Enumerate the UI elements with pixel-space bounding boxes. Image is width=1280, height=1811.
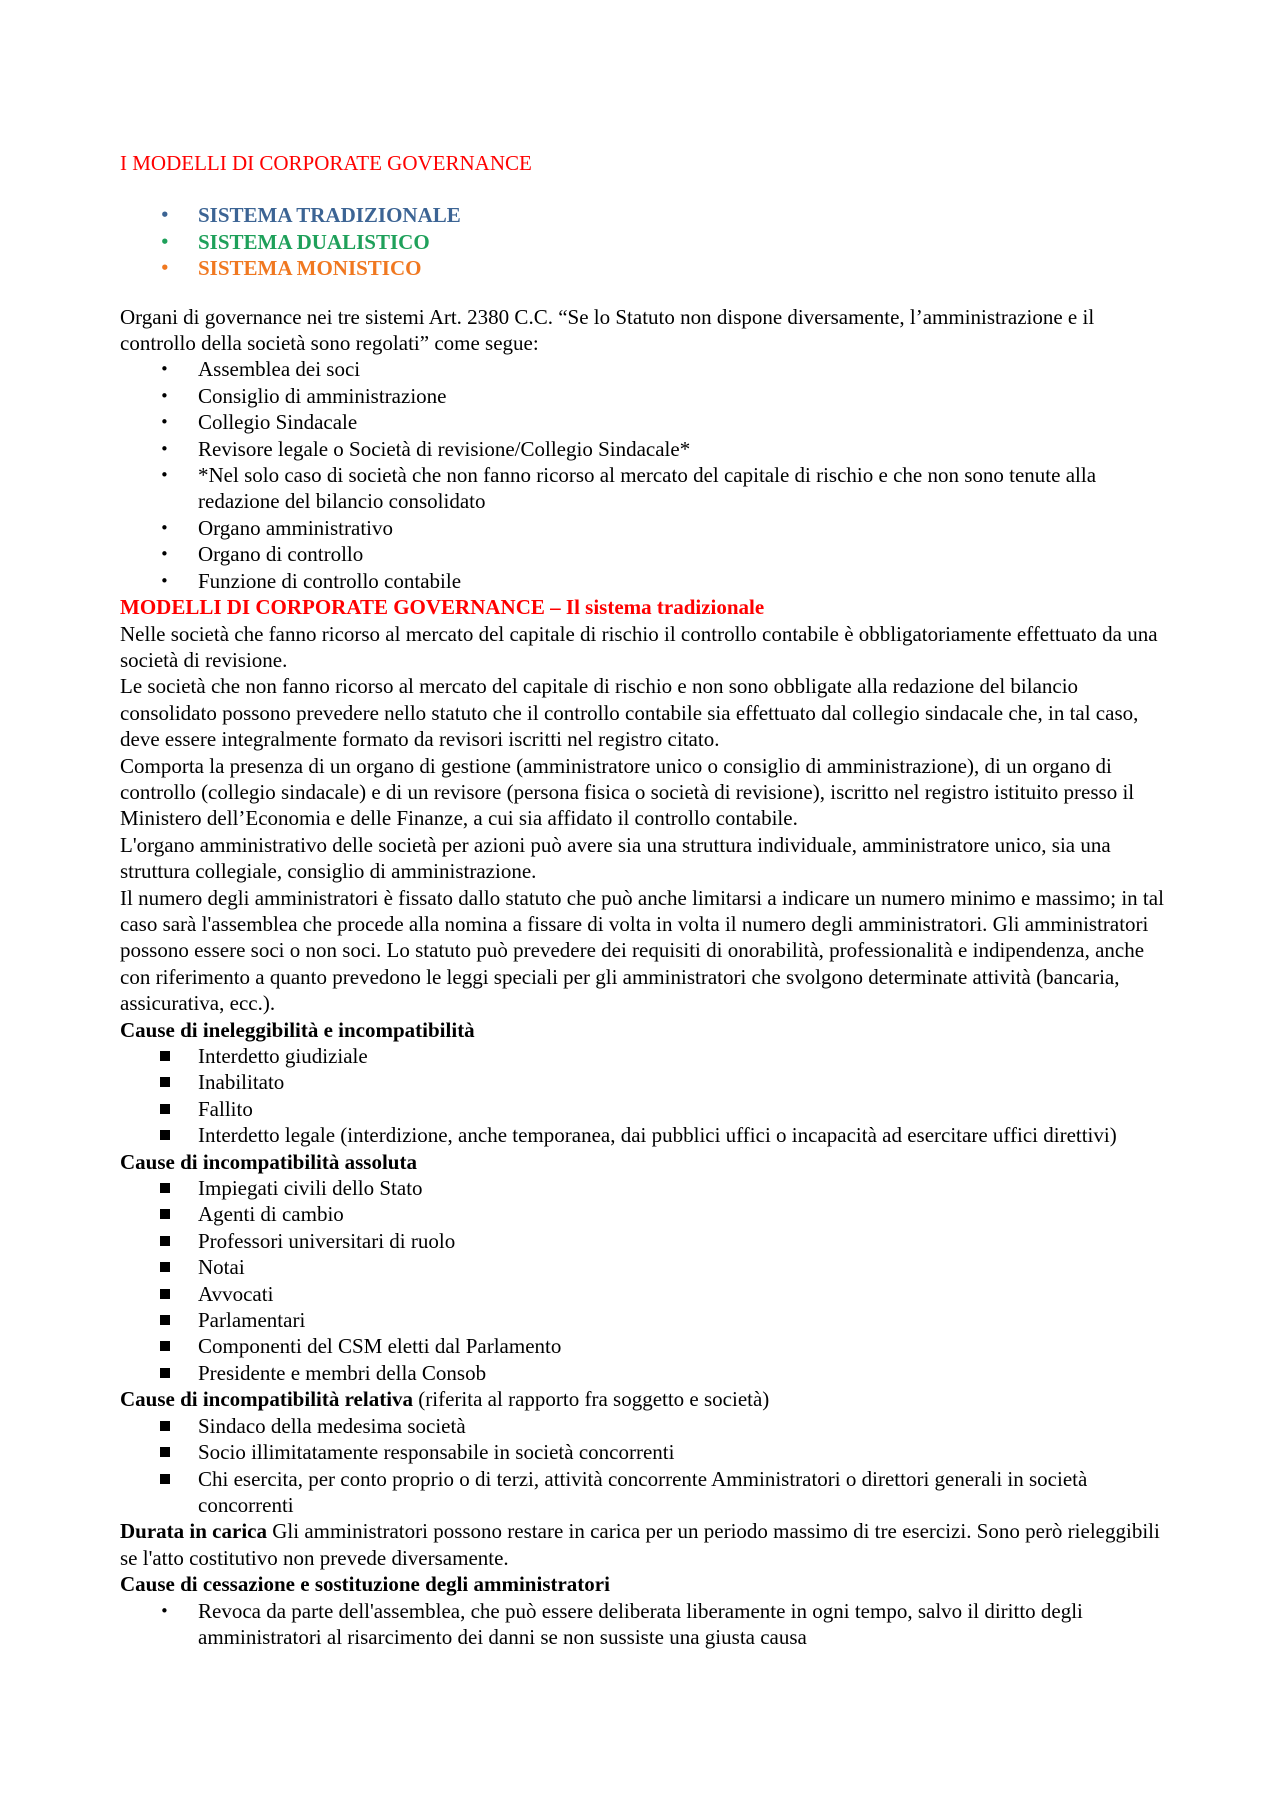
paragraph: L'organo amministrativo delle società per azioni può avere sia una struttura individuale, amministratore unico, sia una struttura collegiale, consiglio di amministrazione. — [120, 832, 1111, 884]
heading-ineleggibilita: Cause di ineleggibilità e incompatibilità — [120, 1017, 475, 1042]
list-item: • Revoca da parte dell'assemblea, che può essere deliberata liberamente in ogni tempo, salvo il diritto degli amministratori al risarcimento dei danni se non sussiste una giusta causa — [120, 1598, 1170, 1651]
system-monistico: • SISTEMA MONISTICO — [120, 255, 1170, 281]
list-item: Socio illimitatamente responsabile in società concorrenti — [120, 1439, 1170, 1465]
list-item: Inabilitato — [120, 1069, 1170, 1095]
durata-paragraph — [120, 1518, 1170, 1571]
list-item: • Consiglio di amministrazione — [120, 383, 1170, 409]
paragraph: Il numero degli amministratori è fissato dallo statuto che può anche limitarsi a indicare un numero minimo e massimo; in tal caso sarà l'assemblea che procede alla nomina a fissare di volta in volta il numero degli amministratori. Gli amministratori possono essere soci o non soci. Lo statuto può prevedere dei requisiti di onorabilità, professionalità e indipendenza, anche con riferimento a quanto prevedono le leggi speciali per gli amministratori che svolgono determinate attività (bancaria, assicurativa, ecc.). — [120, 885, 1164, 1016]
organi-list — [120, 356, 1170, 594]
list-item: • Organo amministrativo — [120, 515, 1170, 541]
list-item: Chi esercita, per conto proprio o di terzi, attività concorrente Amministratori o direttori generali in società concorrenti — [120, 1466, 1170, 1519]
durata-heading: Durata in carica — [120, 1519, 267, 1544]
intro-paragraph: Organi di governance nei tre sistemi Art. 2380 C.C. “Se lo Statuto non dispone diversamente, l’amministrazione e il controllo della società sono regolati” come segue: — [120, 304, 1095, 356]
system-dualistico: • SISTEMA DUALISTICO — [120, 229, 1170, 255]
list-item: Impiegati civili dello Stato — [120, 1175, 1170, 1201]
list-item: Interdetto giudiziale — [120, 1043, 1170, 1069]
heading-incompatibilita-relativa-note: (riferita al rapporto fra soggetto e società) — [413, 1387, 770, 1412]
cessazione-list — [120, 1598, 1170, 1651]
paragraph: Comporta la presenza di un organo di gestione (amministratore unico o consiglio di amministrazione), di un organo di controllo (collegio sindacale) e di un revisore (persona fisica o società di revisione), iscritto nel registro istituito presso il Ministero dell’Economia e delle Finanze, a cui sia affidato il controllo contabile. — [120, 753, 1135, 831]
list-item: Parlamentari — [120, 1307, 1170, 1333]
incompatibilita-relativa-list — [120, 1413, 1170, 1519]
list-item: • Funzione di controllo contabile — [120, 568, 1170, 594]
list-item: Notai — [120, 1254, 1170, 1280]
list-item: Componenti del CSM eletti dal Parlamento — [120, 1333, 1170, 1359]
incompatibilita-assoluta-list — [120, 1175, 1170, 1386]
heading-incompatibilita-assoluta: Cause di incompatibilità assoluta — [120, 1149, 417, 1174]
section-title: MODELLI DI CORPORATE GOVERNANCE – Il sistema tradizionale — [120, 595, 765, 620]
paragraph: Nelle società che fanno ricorso al mercato del capitale di rischio il controllo contabile è obbligatoriamente effettuato da una società di revisione. — [120, 621, 1158, 672]
durata-text: Gli amministratori possono restare in carica per un periodo massimo di tre esercizi. Sono però rieleggibili se l'atto costitutivo non prevede diversamente. — [120, 1519, 1160, 1570]
list-item: Avvocati — [120, 1281, 1170, 1307]
system-tradizionale: • SISTEMA TRADIZIONALE — [120, 202, 1170, 228]
list-item: Professori universitari di ruolo — [120, 1228, 1170, 1254]
paragraph: Le società che non fanno ricorso al mercato del capitale di rischio e non sono obbligate alla redazione del bilancio consolidato possono prevedere nello statuto che il controllo contabile sia effettuato dal collegio sindacale che, in tal caso, deve essere integralmente formato da revisori iscritti nel registro citato. — [120, 674, 1139, 752]
list-item: • Revisore legale o Società di revisione/Collegio Sindacale* — [120, 436, 1170, 462]
heading-incompatibilita-relativa — [120, 1386, 1170, 1412]
list-item: Interdetto legale (interdizione, anche temporanea, dai pubblici uffici o incapacità ad esercitare uffici direttivi) — [120, 1122, 1170, 1148]
list-item: Fallito — [120, 1096, 1170, 1122]
heading-cessazione: Cause di cessazione e sostituzione degli amministratori — [120, 1572, 610, 1597]
ineleggibilita-list — [120, 1043, 1170, 1149]
list-item: • Collegio Sindacale — [120, 409, 1170, 435]
list-item: • Assemblea dei soci — [120, 356, 1170, 382]
list-item: • Organo di controllo — [120, 541, 1170, 567]
document-content — [120, 150, 1170, 1650]
list-item: Agenti di cambio — [120, 1201, 1170, 1227]
heading-incompatibilita-relativa-label: Cause di incompatibilità relativa — [120, 1387, 414, 1412]
list-item: • *Nel solo caso di società che non fanno ricorso al mercato del capitale di rischio e che non sono tenute alla redazione del bilancio consolidato — [120, 462, 1170, 515]
list-item: Presidente e membri della Consob — [120, 1360, 1170, 1386]
document-title: I MODELLI DI CORPORATE GOVERNANCE — [120, 151, 532, 175]
systems-list — [120, 202, 1170, 281]
list-item: Sindaco della medesima società — [120, 1413, 1170, 1439]
